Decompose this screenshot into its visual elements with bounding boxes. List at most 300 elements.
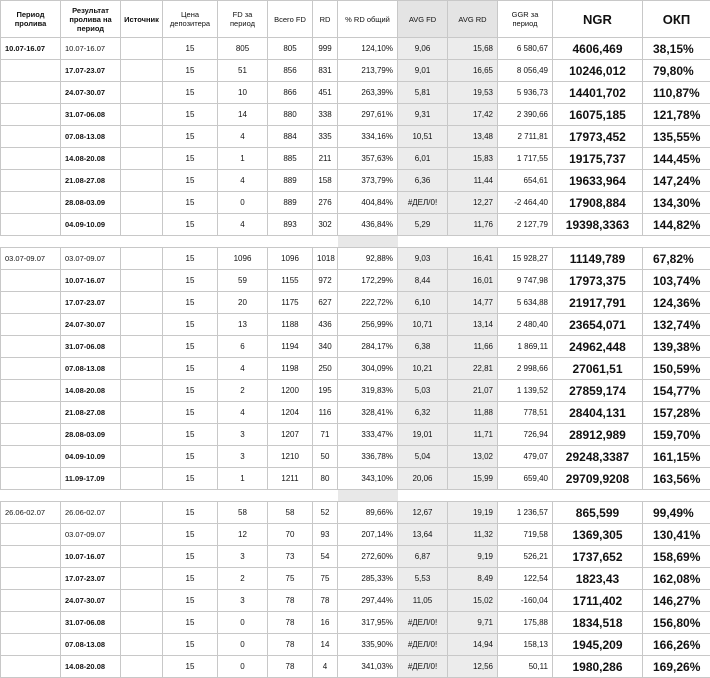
cell-price: 15 xyxy=(163,214,218,236)
cell-ggr: 479,07 xyxy=(498,446,553,468)
cell-avg-rd: 15,02 xyxy=(448,590,498,612)
cell-ggr: 526,21 xyxy=(498,546,553,568)
separator-cell xyxy=(121,236,163,248)
cell-rd: 831 xyxy=(313,60,338,82)
cell-rd-pct: 89,66% xyxy=(338,502,398,524)
table-row xyxy=(1,380,710,402)
cell-fd-total: 1188 xyxy=(268,314,313,336)
cell-fd-period: 6 xyxy=(218,336,268,358)
cell-avg-rd: 12,27 xyxy=(448,192,498,214)
cell-ngr: 23654,071 xyxy=(553,314,643,336)
cell-price: 15 xyxy=(163,402,218,424)
cell-avg-rd: 8,49 xyxy=(448,568,498,590)
cell-fd-total: 805 xyxy=(268,38,313,60)
table-row xyxy=(1,590,710,612)
cell-source xyxy=(121,502,163,524)
cell-fd-total: 880 xyxy=(268,104,313,126)
cell-source xyxy=(121,358,163,380)
cell-avg-rd: 16,41 xyxy=(448,248,498,270)
cell-period: 03.07-09.07 xyxy=(1,248,61,270)
cell-rd-pct: 297,44% xyxy=(338,590,398,612)
cell-fd-total: 885 xyxy=(268,148,313,170)
cell-rd: 158 xyxy=(313,170,338,192)
cell-okp: 161,15% xyxy=(643,446,710,468)
cell-okp: 166,26% xyxy=(643,634,710,656)
header-price: Цена депозитера xyxy=(163,1,218,38)
cell-result: 28.08-03.09 xyxy=(61,424,121,446)
cell-avg-fd: 10,21 xyxy=(398,358,448,380)
cell-result: 24.07-30.07 xyxy=(61,590,121,612)
cell-rd-pct: 333,47% xyxy=(338,424,398,446)
cell-rd-pct: 436,84% xyxy=(338,214,398,236)
separator-cell xyxy=(338,236,398,248)
cell-source xyxy=(121,656,163,678)
cell-rd: 16 xyxy=(313,612,338,634)
cell-fd-period: 1 xyxy=(218,148,268,170)
cell-result: 26.06-02.07 xyxy=(61,502,121,524)
header-fd-period: FD за период xyxy=(218,1,268,38)
cell-fd-total: 1175 xyxy=(268,292,313,314)
table-body xyxy=(1,38,710,678)
cell-ggr: 778,51 xyxy=(498,402,553,424)
cell-period xyxy=(1,60,61,82)
cell-rd: 338 xyxy=(313,104,338,126)
cell-rd: 1018 xyxy=(313,248,338,270)
cell-avg-fd: 6,10 xyxy=(398,292,448,314)
cell-rd: 335 xyxy=(313,126,338,148)
cell-result: 04.09-10.09 xyxy=(61,446,121,468)
cell-avg-fd: 6,32 xyxy=(398,402,448,424)
cell-avg-fd: 5,29 xyxy=(398,214,448,236)
separator-cell xyxy=(61,236,121,248)
cell-rd-pct: 285,33% xyxy=(338,568,398,590)
cell-fd-total: 1194 xyxy=(268,336,313,358)
cell-ggr: 5 936,73 xyxy=(498,82,553,104)
cell-source xyxy=(121,82,163,104)
cell-ggr: 6 580,67 xyxy=(498,38,553,60)
table-row xyxy=(1,148,710,170)
cell-ngr: 27061,51 xyxy=(553,358,643,380)
cell-result: 03.07-09.07 xyxy=(61,248,121,270)
cell-rd-pct: 213,79% xyxy=(338,60,398,82)
cell-result: 07.08-13.08 xyxy=(61,358,121,380)
cell-ggr: 2 711,81 xyxy=(498,126,553,148)
cell-price: 15 xyxy=(163,502,218,524)
cell-avg-fd: 8,44 xyxy=(398,270,448,292)
table-row xyxy=(1,270,710,292)
cell-avg-fd: 6,38 xyxy=(398,336,448,358)
cell-rd-pct: 336,78% xyxy=(338,446,398,468)
cell-ngr: 1369,305 xyxy=(553,524,643,546)
cell-okp: 144,45% xyxy=(643,148,710,170)
cell-ngr: 865,599 xyxy=(553,502,643,524)
separator-cell xyxy=(121,490,163,502)
table-row xyxy=(1,292,710,314)
cell-price: 15 xyxy=(163,148,218,170)
cell-source xyxy=(121,612,163,634)
cell-result: 07.08-13.08 xyxy=(61,126,121,148)
cell-result: 14.08-20.08 xyxy=(61,656,121,678)
cell-fd-total: 78 xyxy=(268,656,313,678)
cell-result: 14.08-20.08 xyxy=(61,148,121,170)
cell-rd-pct: 341,03% xyxy=(338,656,398,678)
cell-avg-rd: 13,02 xyxy=(448,446,498,468)
cell-ngr: 19398,3363 xyxy=(553,214,643,236)
cell-ngr: 19633,964 xyxy=(553,170,643,192)
cell-fd-period: 4 xyxy=(218,214,268,236)
cell-period xyxy=(1,314,61,336)
separator-cell xyxy=(498,236,553,248)
cell-okp: 162,08% xyxy=(643,568,710,590)
cell-ggr: 1 869,11 xyxy=(498,336,553,358)
cell-rd-pct: 263,39% xyxy=(338,82,398,104)
cell-fd-period: 3 xyxy=(218,446,268,468)
cell-fd-period: 4 xyxy=(218,358,268,380)
cell-rd-pct: 357,63% xyxy=(338,148,398,170)
cell-avg-fd: #ДЕЛ/0! xyxy=(398,192,448,214)
cell-rd: 50 xyxy=(313,446,338,468)
cell-rd-pct: 317,95% xyxy=(338,612,398,634)
cell-ggr: 654,61 xyxy=(498,170,553,192)
cell-fd-total: 78 xyxy=(268,590,313,612)
cell-avg-fd: 9,31 xyxy=(398,104,448,126)
cell-ngr: 17973,375 xyxy=(553,270,643,292)
cell-avg-fd: 10,71 xyxy=(398,314,448,336)
cell-period xyxy=(1,270,61,292)
cell-period xyxy=(1,192,61,214)
cell-period: 26.06-02.07 xyxy=(1,502,61,524)
table-row xyxy=(1,104,710,126)
cell-fd-period: 0 xyxy=(218,656,268,678)
cell-okp: 144,82% xyxy=(643,214,710,236)
table-row xyxy=(1,524,710,546)
cell-avg-fd: 5,81 xyxy=(398,82,448,104)
cell-source xyxy=(121,468,163,490)
cell-result: 31.07-06.08 xyxy=(61,612,121,634)
cell-source xyxy=(121,546,163,568)
cell-price: 15 xyxy=(163,60,218,82)
table-row xyxy=(1,82,710,104)
cell-result: 21.08-27.08 xyxy=(61,170,121,192)
cell-avg-fd: 11,05 xyxy=(398,590,448,612)
separator-cell xyxy=(268,236,313,248)
cell-source xyxy=(121,380,163,402)
cell-period xyxy=(1,546,61,568)
cell-rd-pct: 92,88% xyxy=(338,248,398,270)
cell-source xyxy=(121,104,163,126)
separator-cell xyxy=(553,490,643,502)
table-row xyxy=(1,314,710,336)
cell-avg-fd: 5,04 xyxy=(398,446,448,468)
cell-avg-rd: 9,19 xyxy=(448,546,498,568)
cell-avg-rd: 21,07 xyxy=(448,380,498,402)
cell-ngr: 27859,174 xyxy=(553,380,643,402)
cell-avg-rd: 11,32 xyxy=(448,524,498,546)
cell-period xyxy=(1,634,61,656)
cell-fd-total: 1207 xyxy=(268,424,313,446)
separator-cell xyxy=(448,236,498,248)
cell-okp: 121,78% xyxy=(643,104,710,126)
cell-ngr: 29709,9208 xyxy=(553,468,643,490)
separator-cell xyxy=(1,236,61,248)
cell-avg-rd: 13,48 xyxy=(448,126,498,148)
cell-rd: 195 xyxy=(313,380,338,402)
cell-ggr: 5 634,88 xyxy=(498,292,553,314)
cell-price: 15 xyxy=(163,170,218,192)
group-separator xyxy=(1,236,710,248)
cell-result: 24.07-30.07 xyxy=(61,82,121,104)
cell-ngr: 1737,652 xyxy=(553,546,643,568)
cell-rd-pct: 207,14% xyxy=(338,524,398,546)
cell-fd-period: 2 xyxy=(218,380,268,402)
cell-ggr: 1 717,55 xyxy=(498,148,553,170)
cell-ngr: 29248,3387 xyxy=(553,446,643,468)
cell-rd-pct: 343,10% xyxy=(338,468,398,490)
cell-fd-period: 12 xyxy=(218,524,268,546)
cell-fd-total: 884 xyxy=(268,126,313,148)
cell-ngr: 19175,737 xyxy=(553,148,643,170)
cell-price: 15 xyxy=(163,424,218,446)
cell-period xyxy=(1,524,61,546)
cell-fd-total: 78 xyxy=(268,634,313,656)
cell-period xyxy=(1,446,61,468)
cell-ngr: 4606,469 xyxy=(553,38,643,60)
cell-price: 15 xyxy=(163,656,218,678)
cell-period xyxy=(1,214,61,236)
cell-rd-pct: 222,72% xyxy=(338,292,398,314)
header-period: Период пролива xyxy=(1,1,61,38)
cell-rd: 340 xyxy=(313,336,338,358)
cell-rd-pct: 404,84% xyxy=(338,192,398,214)
cell-avg-rd: 19,19 xyxy=(448,502,498,524)
cell-price: 15 xyxy=(163,546,218,568)
table-row xyxy=(1,402,710,424)
cell-avg-rd: 11,88 xyxy=(448,402,498,424)
cell-avg-fd: 13,64 xyxy=(398,524,448,546)
table-row xyxy=(1,192,710,214)
cell-ngr: 1834,518 xyxy=(553,612,643,634)
cell-okp: 134,30% xyxy=(643,192,710,214)
table-row xyxy=(1,248,710,270)
cell-source xyxy=(121,402,163,424)
cell-result: 17.07-23.07 xyxy=(61,292,121,314)
cell-okp: 146,27% xyxy=(643,590,710,612)
cell-fd-total: 73 xyxy=(268,546,313,568)
cell-ggr: 175,88 xyxy=(498,612,553,634)
group-separator xyxy=(1,490,710,502)
table-row xyxy=(1,60,710,82)
cell-source xyxy=(121,248,163,270)
cell-fd-period: 58 xyxy=(218,502,268,524)
cell-result: 31.07-06.08 xyxy=(61,104,121,126)
cell-okp: 110,87% xyxy=(643,82,710,104)
cell-ggr: -160,04 xyxy=(498,590,553,612)
cell-okp: 150,59% xyxy=(643,358,710,380)
cell-rd: 972 xyxy=(313,270,338,292)
header-okp: ОКП xyxy=(643,1,710,38)
cell-okp: 38,15% xyxy=(643,38,710,60)
cell-avg-fd: 20,06 xyxy=(398,468,448,490)
cell-source xyxy=(121,126,163,148)
cell-fd-total: 75 xyxy=(268,568,313,590)
cell-avg-rd: 12,56 xyxy=(448,656,498,678)
cell-ngr: 28404,131 xyxy=(553,402,643,424)
separator-cell xyxy=(553,236,643,248)
cell-ngr: 11149,789 xyxy=(553,248,643,270)
cell-result: 31.07-06.08 xyxy=(61,336,121,358)
cell-okp: 159,70% xyxy=(643,424,710,446)
cell-avg-rd: 14,77 xyxy=(448,292,498,314)
cell-ngr: 1945,209 xyxy=(553,634,643,656)
cell-period xyxy=(1,402,61,424)
cell-result: 28.08-03.09 xyxy=(61,192,121,214)
cell-ggr: 2 998,66 xyxy=(498,358,553,380)
cell-avg-rd: 22,81 xyxy=(448,358,498,380)
cell-period xyxy=(1,424,61,446)
cell-fd-period: 13 xyxy=(218,314,268,336)
cell-ngr: 14401,702 xyxy=(553,82,643,104)
cell-avg-rd: 11,44 xyxy=(448,170,498,192)
cell-avg-rd: 15,83 xyxy=(448,148,498,170)
cell-rd-pct: 272,60% xyxy=(338,546,398,568)
cell-okp: 135,55% xyxy=(643,126,710,148)
cell-fd-total: 866 xyxy=(268,82,313,104)
cell-rd: 250 xyxy=(313,358,338,380)
table-row xyxy=(1,214,710,236)
cell-fd-period: 4 xyxy=(218,126,268,148)
cell-rd: 78 xyxy=(313,590,338,612)
cell-ngr: 17908,884 xyxy=(553,192,643,214)
cell-okp: 158,69% xyxy=(643,546,710,568)
cell-okp: 99,49% xyxy=(643,502,710,524)
cell-result: 10.07-16.07 xyxy=(61,546,121,568)
cell-avg-fd: 9,01 xyxy=(398,60,448,82)
cell-okp: 103,74% xyxy=(643,270,710,292)
table-row xyxy=(1,546,710,568)
cell-ggr: 726,94 xyxy=(498,424,553,446)
table-row xyxy=(1,612,710,634)
separator-cell xyxy=(398,236,448,248)
header-result: Результат пролива на период xyxy=(61,1,121,38)
cell-fd-total: 889 xyxy=(268,192,313,214)
separator-cell xyxy=(448,490,498,502)
cell-result: 17.07-23.07 xyxy=(61,60,121,82)
cell-rd: 211 xyxy=(313,148,338,170)
cell-period xyxy=(1,612,61,634)
separator-cell xyxy=(218,490,268,502)
cell-ggr: 2 127,79 xyxy=(498,214,553,236)
table-row xyxy=(1,468,710,490)
cell-ggr: 15 928,27 xyxy=(498,248,553,270)
cell-fd-total: 1096 xyxy=(268,248,313,270)
cell-price: 15 xyxy=(163,612,218,634)
cell-fd-total: 893 xyxy=(268,214,313,236)
table-row xyxy=(1,446,710,468)
cell-avg-rd: 15,99 xyxy=(448,468,498,490)
cell-rd: 4 xyxy=(313,656,338,678)
table-row xyxy=(1,634,710,656)
cell-result: 04.09-10.09 xyxy=(61,214,121,236)
cell-rd: 302 xyxy=(313,214,338,236)
cell-fd-period: 3 xyxy=(218,546,268,568)
cell-period xyxy=(1,358,61,380)
cell-ngr: 28912,989 xyxy=(553,424,643,446)
table-row xyxy=(1,38,710,60)
separator-cell xyxy=(1,490,61,502)
header-ggr: GGR за период xyxy=(498,1,553,38)
header-fd-total: Всего FD xyxy=(268,1,313,38)
cell-source xyxy=(121,192,163,214)
cell-source xyxy=(121,424,163,446)
table-row xyxy=(1,656,710,678)
cell-avg-rd: 13,14 xyxy=(448,314,498,336)
separator-cell xyxy=(313,490,338,502)
cell-fd-period: 3 xyxy=(218,590,268,612)
cell-period xyxy=(1,380,61,402)
cell-ngr: 1711,402 xyxy=(553,590,643,612)
cell-avg-fd: 6,01 xyxy=(398,148,448,170)
cell-result: 03.07-09.07 xyxy=(61,524,121,546)
cell-ggr: 50,11 xyxy=(498,656,553,678)
cell-fd-total: 889 xyxy=(268,170,313,192)
cell-price: 15 xyxy=(163,590,218,612)
table-row xyxy=(1,170,710,192)
cell-avg-fd: 19,01 xyxy=(398,424,448,446)
cell-avg-fd: 6,87 xyxy=(398,546,448,568)
cell-avg-fd: 9,06 xyxy=(398,38,448,60)
header-avg-fd: AVG FD xyxy=(398,1,448,38)
cell-fd-period: 59 xyxy=(218,270,268,292)
cell-fd-total: 58 xyxy=(268,502,313,524)
cell-okp: 163,56% xyxy=(643,468,710,490)
cell-fd-period: 2 xyxy=(218,568,268,590)
cell-okp: 156,80% xyxy=(643,612,710,634)
cell-ngr: 21917,791 xyxy=(553,292,643,314)
cell-source xyxy=(121,60,163,82)
cell-rd: 627 xyxy=(313,292,338,314)
cell-period xyxy=(1,590,61,612)
cell-fd-total: 70 xyxy=(268,524,313,546)
cell-fd-period: 51 xyxy=(218,60,268,82)
cell-price: 15 xyxy=(163,192,218,214)
cell-rd: 54 xyxy=(313,546,338,568)
cell-rd: 451 xyxy=(313,82,338,104)
cell-rd-pct: 284,17% xyxy=(338,336,398,358)
cell-fd-total: 1211 xyxy=(268,468,313,490)
cell-result: 24.07-30.07 xyxy=(61,314,121,336)
cell-fd-period: 0 xyxy=(218,192,268,214)
cell-avg-fd: 9,03 xyxy=(398,248,448,270)
cell-price: 15 xyxy=(163,314,218,336)
table-row xyxy=(1,568,710,590)
cell-okp: 147,24% xyxy=(643,170,710,192)
cell-price: 15 xyxy=(163,524,218,546)
cell-avg-rd: 19,53 xyxy=(448,82,498,104)
cell-source xyxy=(121,524,163,546)
cell-source xyxy=(121,590,163,612)
separator-cell xyxy=(643,236,710,248)
cell-rd: 999 xyxy=(313,38,338,60)
cell-period xyxy=(1,656,61,678)
cell-rd: 276 xyxy=(313,192,338,214)
separator-cell xyxy=(498,490,553,502)
separator-cell xyxy=(268,490,313,502)
cell-result: 10.07-16.07 xyxy=(61,270,121,292)
separator-cell xyxy=(338,490,398,502)
cell-fd-period: 3 xyxy=(218,424,268,446)
table-row xyxy=(1,502,710,524)
cell-ggr: 719,58 xyxy=(498,524,553,546)
